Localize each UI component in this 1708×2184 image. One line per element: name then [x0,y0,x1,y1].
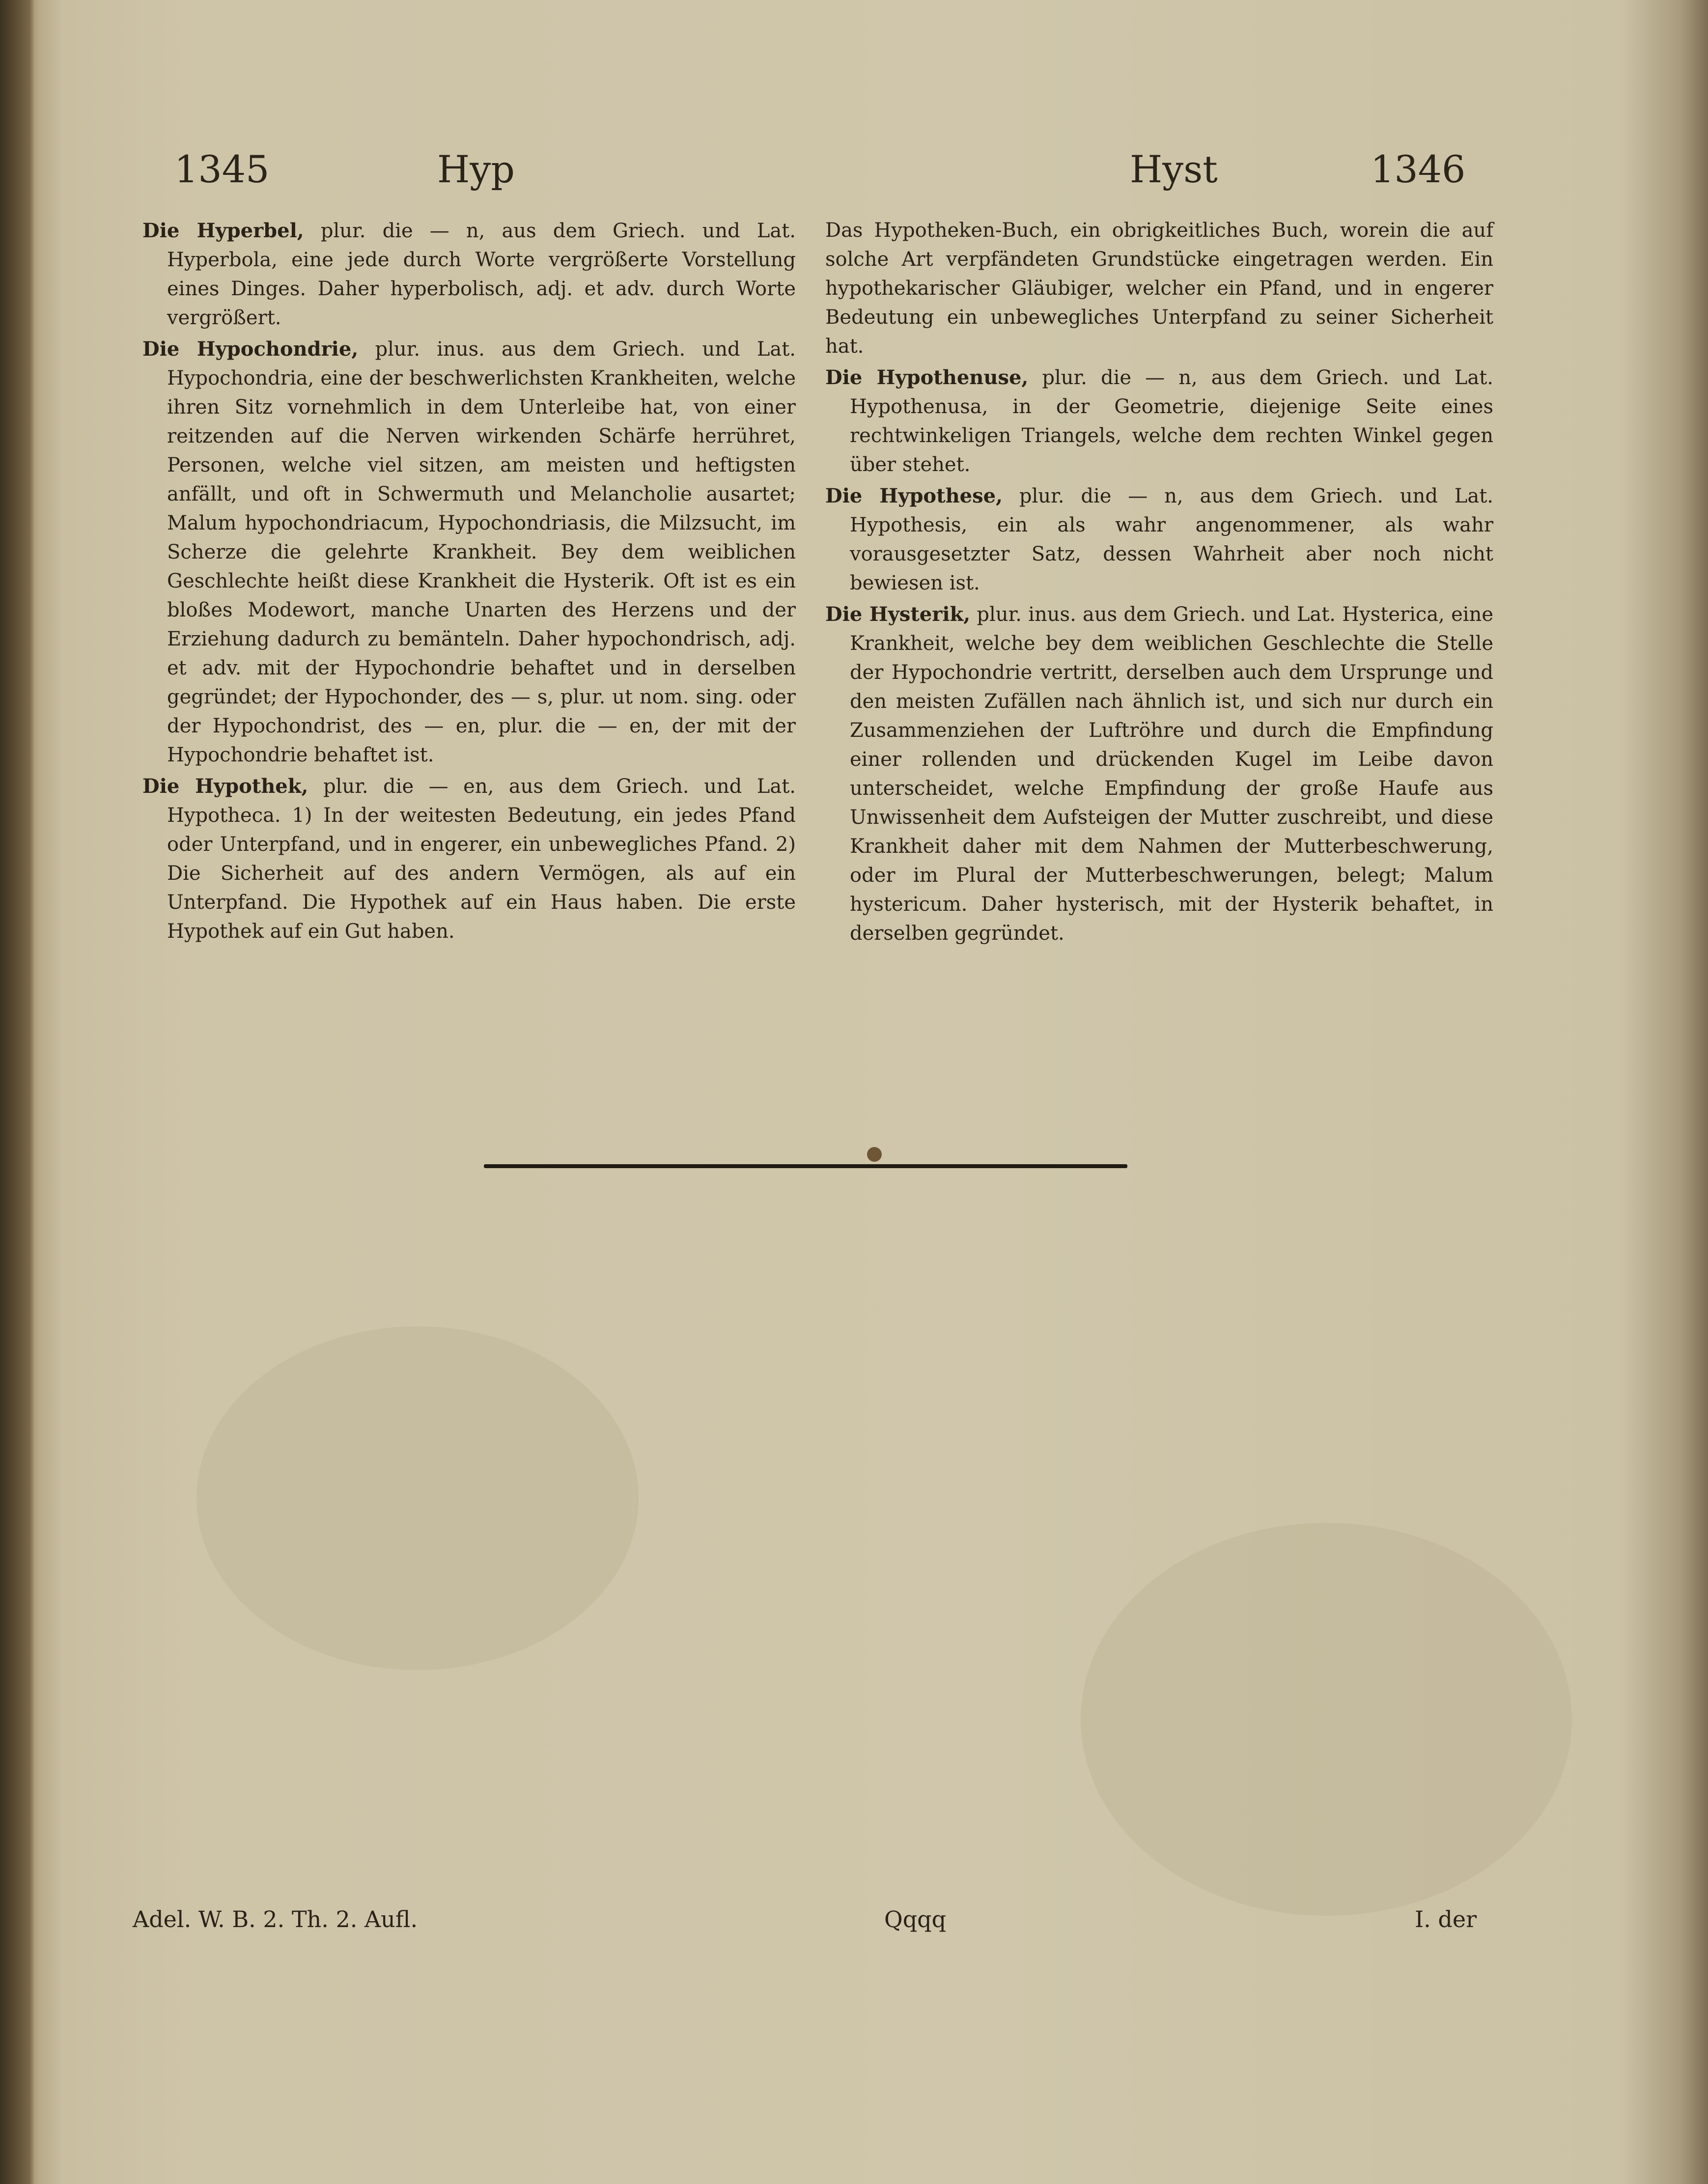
entry-text: plur. die — n, aus dem Griech. und Lat. Hypothesis, ein als wahr angenommener, als wahr vorausgesetzter Satz, dessen Wahrheit aber noch nicht bewiesen ist. [850,485,1494,594]
dictionary-entry [142,772,796,946]
entry-text: plur. die — en, aus dem Griech. und Lat. Hypotheca. 1) In der weitesten Bedeutung, ein jedes Pfand oder Unterpfand, und in engerer, ein unbewegliches Pfand. 2) Die Sicherheit auf des andern Vermögen, als auf ein Unterpfand. Die Hypothek auf ein Haus haben. Die erste Hypothek auf ein Gut haben. [167,775,796,943]
catchword-left: Hyp [437,147,515,191]
book-spine [0,0,34,2184]
entry-headword: Die Hypothek, [142,775,308,798]
dictionary-entry [825,600,1493,948]
entry-headword: Die Hyperbel, [142,219,304,242]
entry-text: plur. inus. aus dem Griech. und Lat. Hysterica, eine Krankheit, welche bey dem weiblichen Geschlechte die Stelle der Hypochondrie vertritt, derselben auch dem Ursprunge und den meisten Zufällen nach ähnlich ist, und sich nur durch ein Zusammenziehen der Luftröhre und durch die Empfindung einer rollenden und drückenden Kugel im Leibe davon unterscheidet, welche Empfindung der große Haufe aus Unwissenheit dem Aufsteigen der Mutter zuschreibt, und diese Krankheit daher mit dem Nahmen der Mutterbeschwerung, oder im Plural der Mutterbeschwerungen, belegt; Malum hystericum. Daher hysterisch, mit der Hysterik behaftet, in derselben gegründet. [850,603,1494,945]
entry-headword: Die Hypothenuse, [825,366,1029,389]
entry-text: plur. die — n, aus dem Griech. und Lat. Hypothenusa, in der Geometrie, diejenige Seite eines rechtwinkeligen Triangels, welche dem rechten Winkel gegen über stehet. [850,366,1493,476]
left-column [142,216,796,948]
entry-headword: Die Hypothese, [825,484,1003,507]
ink-spot [867,1147,882,1162]
paper-stain [196,1326,639,1670]
sheet-mark: Qqqq [884,1906,947,1932]
dictionary-entry [142,216,796,333]
page-number-left: 1345 [174,147,270,191]
signature-line: Adel. W. B. 2. Th. 2. Aufl. [133,1906,418,1932]
right-column [825,216,1493,950]
catchword-right: Hyst [1130,147,1218,191]
section-end-rule [484,1164,1127,1168]
dictionary-entry [825,363,1493,479]
catchword-footer: I. der [1415,1906,1477,1932]
entry-headword: Die Hysterik, [825,603,971,626]
dictionary-entry [825,481,1493,598]
entry-headword: Die Hypochondrie, [142,337,359,361]
page-number-right: 1346 [1371,147,1466,191]
dictionary-entry-continued [825,216,1493,361]
entry-text: plur. inus. aus dem Griech. und Lat. Hypochondria, eine der beschwerlichsten Krankheiten, welche ihren Sitz vornehmlich in dem Unterleibe hat, von einer reitzenden auf die Nerven wirkenden Schärfe herrühret, Personen, welche viel sitzen, am meisten und heftigsten anfällt, und oft in Schwermuth und Melancholie ausartet; Malum hypochondriacum, Hypochondriasis, die Milzsucht, im Scherze die gelehrte Krankheit. Bey dem weiblichen Geschlechte heißt diese Krankheit die Hysterik. Oft ist es ein bloßes Modewort, manche Unarten des Herzens und der Erziehung dadurch zu bemänteln. Daher hypochondrisch, adj. et adv. mit der Hypochondrie behaftet und in derselben gegründet; der Hypochonder, des — s, plur. ut nom. sing. oder der Hypochondrist, des — en, plur. die — en, der mit der Hypochondrie behaftet ist. [167,338,796,766]
dictionary-entry [142,335,796,770]
entry-text: plur. die — n, aus dem Griech. und Lat. Hyperbola, eine jede durch Worte vergrößerte Vorstellung eines Dinges. Daher hyperbolisch, adj. et adv. durch Worte vergrößert. [167,220,796,329]
paper-stain [1081,1523,1572,1916]
entry-text: Das Hypotheken-Buch, ein obrigkeitliches Buch, worein die auf solche Art verpfändeten Grundstücke eingetragen werden. Ein hypothekarischer Gläubiger, welcher ein Pfand, und in engerer Bedeutung ein unbewegliches Unterpfand zu seiner Sicherheit hat. [825,219,1493,358]
